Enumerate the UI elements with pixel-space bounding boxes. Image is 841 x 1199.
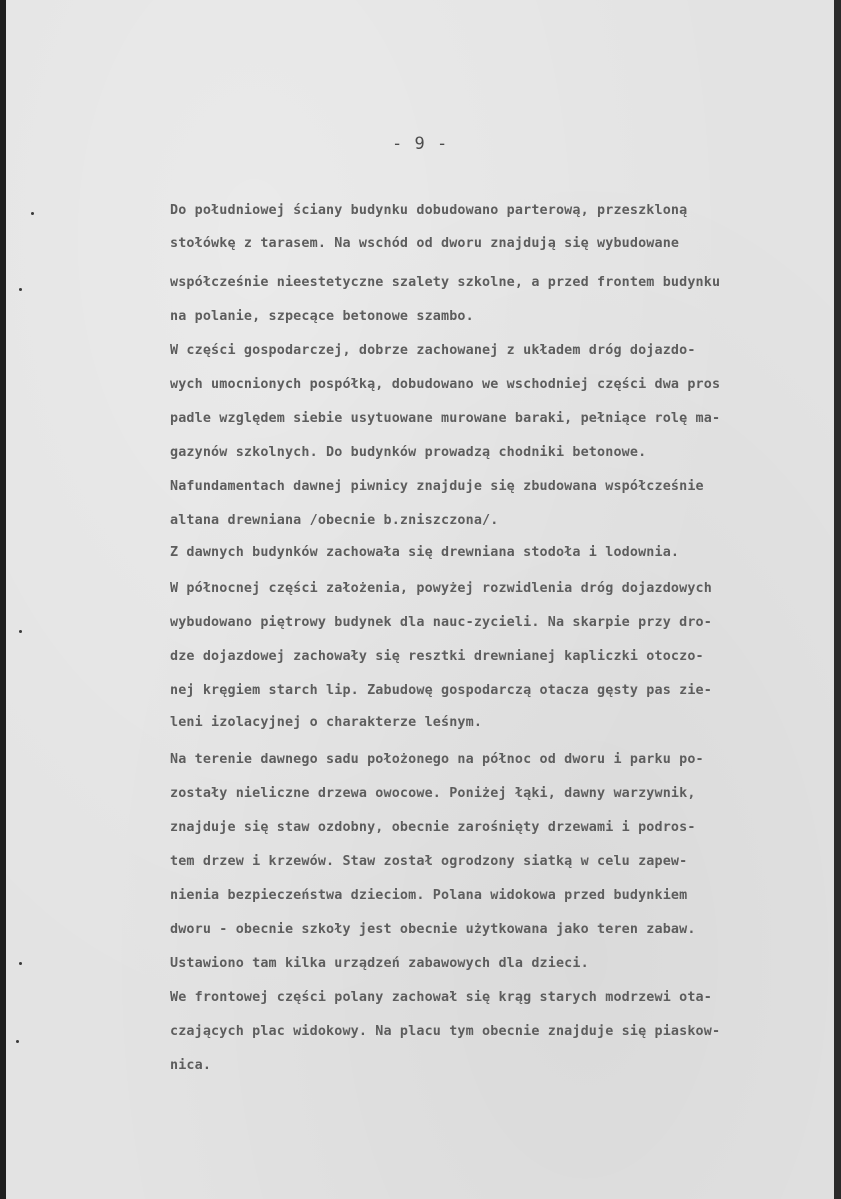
text-line: tem drzew i krzewów. Staw został ogrodzony siatką w celu zapew- <box>170 854 688 869</box>
typewritten-page <box>6 0 834 1199</box>
text-line: gazynów szkolnych. Do budynków prowadzą chodniki betonowe. <box>170 445 647 460</box>
text-line: na polanie, szpecące betonowe szambo. <box>170 309 474 324</box>
punch-mark <box>16 1040 19 1043</box>
text-line: We frontowej części polany zachował się krąg starych modrzewi ota- <box>170 990 712 1005</box>
text-line: wybudowano piętrowy budynek dla nauc-zycieli. Na skarpie przy dro- <box>170 615 712 630</box>
punch-mark <box>19 288 22 291</box>
text-line: W części gospodarczej, dobrze zachowanej z układem dróg dojazdo- <box>170 343 696 358</box>
scan-edge <box>834 0 841 1199</box>
page-number: - 9 - <box>392 134 449 154</box>
text-line: Nafundamentach dawnej piwnicy znajduje się zbudowana współcześnie <box>170 479 704 494</box>
text-line: Do południowej ściany budynku dobudowano parterową, przeszkloną <box>170 203 688 218</box>
text-line: wych umocnionych pospółką, dobudowano we wschodniej części dwa pros <box>170 377 721 392</box>
text-line: dworu - obecnie szkoły jest obecnie użytkowana jako teren zabaw. <box>170 922 696 937</box>
text-line: współcześnie nieestetyczne szalety szkolne, a przed frontem budynku <box>170 275 721 290</box>
text-line: padle względem siebie usytuowane murowane baraki, pełniące rolę ma- <box>170 411 721 426</box>
text-line: W północnej części założenia, powyżej rozwidlenia dróg dojazdowych <box>170 581 712 596</box>
punch-mark <box>19 962 22 965</box>
text-line: Na terenie dawnego sadu położonego na północ od dworu i parku po- <box>170 752 704 767</box>
text-line: Z dawnych budynków zachowała się drewniana stodoła i lodownia. <box>170 545 680 560</box>
text-line: stołówkę z tarasem. Na wschód od dworu znajdują się wybudowane <box>170 236 680 251</box>
text-line: nienia bezpieczeństwa dzieciom. Polana widokowa przed budynkiem <box>170 888 688 903</box>
text-line: nej kręgiem starch lip. Zabudowę gospodarczą otacza gęsty pas zie- <box>170 683 712 698</box>
punch-mark <box>31 212 34 215</box>
text-line: czających plac widokowy. Na placu tym obecnie znajduje się piaskow- <box>170 1024 721 1039</box>
text-line: zostały nieliczne drzewa owocowe. Poniżej łąki, dawny warzywnik, <box>170 786 696 801</box>
text-line: znajduje się staw ozdobny, obecnie zarośnięty drzewami i podros- <box>170 820 696 835</box>
text-line: dze dojazdowej zachowały się resztki drewnianej kapliczki otoczo- <box>170 649 704 664</box>
punch-mark <box>19 630 22 633</box>
text-line: leni izolacyjnej o charakterze leśnym. <box>170 715 483 730</box>
text-line: nica. <box>170 1058 212 1073</box>
text-line: Ustawiono tam kilka urządzeń zabawowych dla dzieci. <box>170 956 589 971</box>
text-line: altana drewniana /obecnie b.zniszczona/. <box>170 513 499 528</box>
